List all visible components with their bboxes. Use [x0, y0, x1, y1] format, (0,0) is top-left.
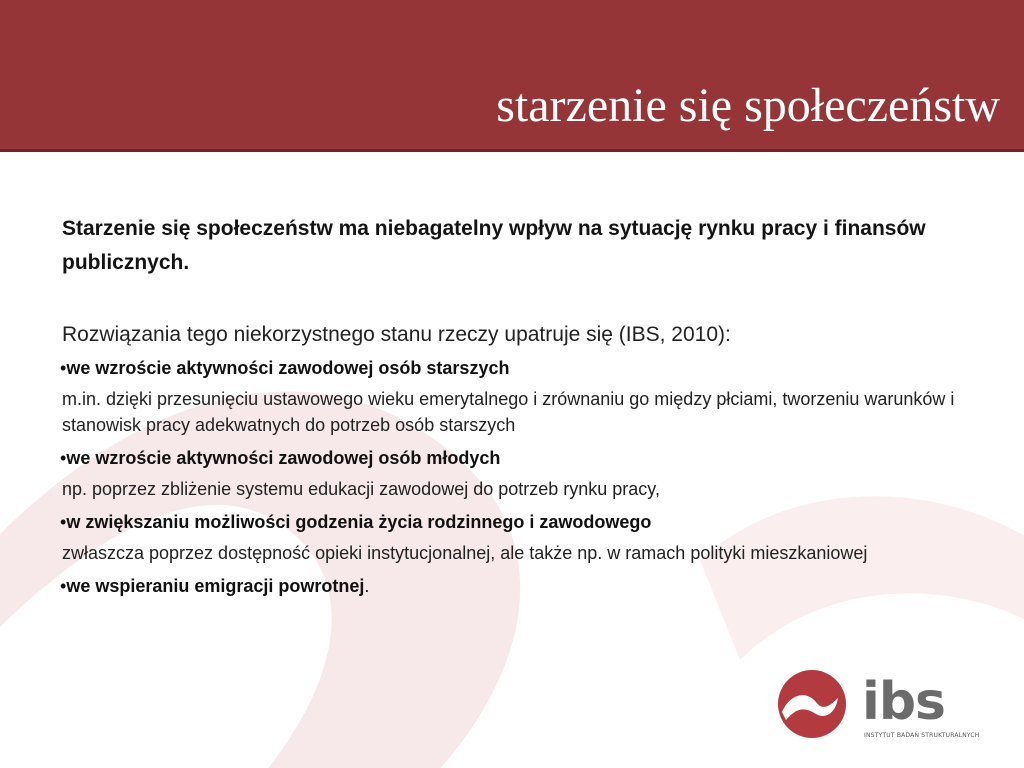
bullet-detail-1: m.in. dzięki przesunięciu ustawowego wieku emerytalnego i zrównaniu go między płciami, tworzeniu warunków i stanowisk pracy adekwatnych do potrzeb osób starszych [62, 389, 955, 435]
ibs-wordmark: ibs [862, 672, 945, 732]
bullet-heading: we wzroście aktywności zawodowej osób młodych [66, 448, 501, 468]
lead-paragraph: Rozwiązania tego niekorzystnego stanu rzeczy upatruje się (IBS, 2010): [62, 323, 731, 346]
bullet-heading: w zwiększaniu możliwości godzenia życia rodzinnego i zawodowego [66, 512, 652, 532]
bullet-heading: we wzroście aktywności zawodowej osób starszych [66, 358, 510, 378]
ibs-swirl-logo-icon [776, 668, 848, 740]
bullet-item-1 [60, 356, 980, 380]
bullet-suffix: . [364, 576, 370, 596]
ibs-subtitle: INSTYTUT BADAŃ STRUKTURALNYCH [864, 732, 980, 739]
bullet-marker: • [60, 512, 67, 532]
slide-body [62, 212, 982, 600]
slide-title: starzenie się społeczeństw [496, 79, 1000, 132]
bullet-heading: we wspieraniu emigracji powrotnej [66, 576, 365, 596]
intro-paragraph: Starzenie się społeczeństw ma niebagatelny wpływ na sytuację rynku pracy i finansów publicznych. [62, 217, 926, 274]
bullet-item-4 [60, 574, 980, 598]
bullet-marker: • [60, 448, 67, 468]
bullet-marker: • [60, 358, 67, 378]
ibs-logo [776, 668, 980, 748]
bullet-item-2 [60, 446, 980, 470]
bullet-detail-3: zwłaszcza poprzez dostępność opieki instytucjonalnej, ale także np. w ramach polityki mieszkaniowej [62, 543, 868, 563]
bullet-item-3 [60, 510, 980, 534]
bullet-marker: • [60, 576, 67, 596]
bullet-detail-2: np. poprzez zbliżenie systemu edukacji zawodowej do potrzeb rynku pracy, [62, 479, 660, 499]
slide-header [0, 0, 1024, 152]
